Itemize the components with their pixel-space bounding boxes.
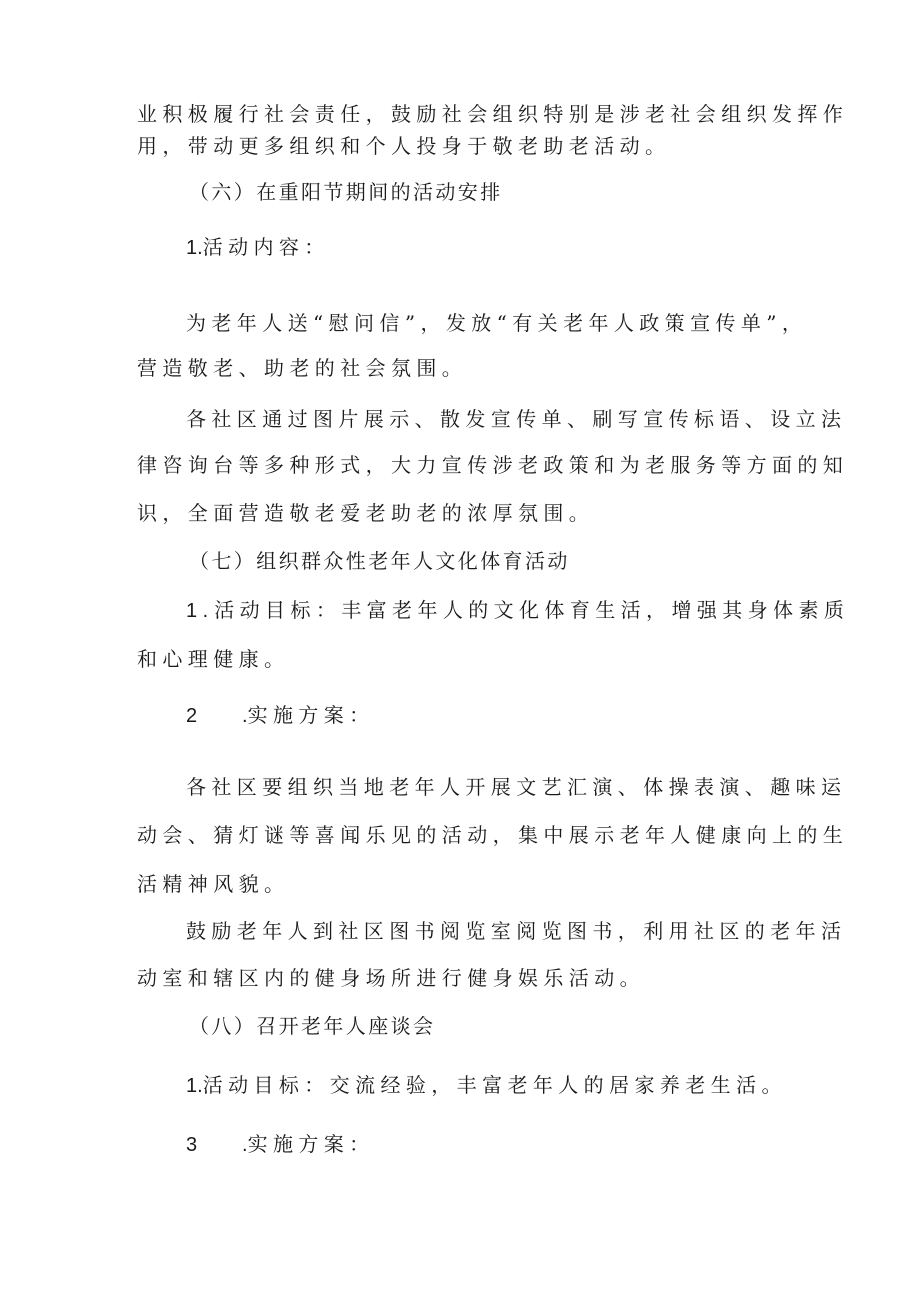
item-text: 活动目标：交流经验，丰富老年人的居家养老生活。	[202, 1073, 787, 1097]
item-number: 3	[186, 1134, 198, 1156]
item-text: 活动目标：丰富老年人的文化体育生活，增强其身体素质	[214, 598, 850, 622]
list-item	[186, 703, 375, 728]
item-number-dot: .	[242, 705, 248, 727]
paragraph-line: 识，全面营造敬老爱老助老的浓厚氛围。	[137, 501, 595, 525]
item-text: 实施方案：	[247, 703, 375, 727]
item-number: 1.	[186, 237, 203, 259]
paragraph-line: 用，带动更多组织和个人投身于敬老助老活动。	[137, 134, 671, 158]
paragraph-line: 营造敬老、助老的社会氛围。	[137, 356, 468, 380]
paragraph-line: 和心理健康。	[137, 647, 290, 671]
list-item	[186, 1132, 375, 1157]
item-number: 1 .	[186, 600, 209, 622]
list-item	[186, 598, 849, 623]
paragraph-line: 动室和辖区内的健身场所进行健身娱乐活动。	[137, 966, 645, 990]
item-number-dot: .	[242, 1134, 248, 1156]
paragraph-line: 动会、猜灯谜等喜闻乐见的活动，集中展示老年人健康向上的生	[137, 823, 849, 847]
section-heading-7: （七）组织群众性老年人文化体育活动	[189, 549, 570, 573]
paragraph-line: 为老年人送“慰问信”，发放“有关老年人政策宣传单”，	[186, 311, 808, 335]
item-text: 活动内容：	[202, 235, 330, 259]
list-item	[186, 1073, 787, 1098]
list-item	[186, 235, 330, 260]
paragraph-line: 各社区通过图片展示、散发宣传单、刷写宣传标语、设立法	[186, 407, 847, 431]
item-number: 2	[186, 705, 198, 727]
paragraph-line: 律咨询台等多种形式，大力宣传涉老政策和为老服务等方面的知	[137, 453, 849, 477]
paragraph-line: 活精神风貌。	[137, 872, 290, 896]
paragraph-line: 鼓励老年人到社区图书阅览室阅览图书，利用社区的老年活	[186, 919, 847, 943]
paragraph-line: 各社区要组织当地老年人开展文艺汇演、体操表演、趣味运	[186, 775, 847, 799]
paragraph-line: 业积极履行社会责任，鼓励社会组织特别是涉老社会组织发挥作	[137, 102, 849, 126]
section-heading-6: （六）在重阳节期间的活动安排	[189, 180, 503, 204]
item-text: 实施方案：	[247, 1132, 375, 1156]
item-number: 1.	[186, 1075, 203, 1097]
section-heading-8: （八）召开老年人座谈会	[189, 1014, 436, 1038]
